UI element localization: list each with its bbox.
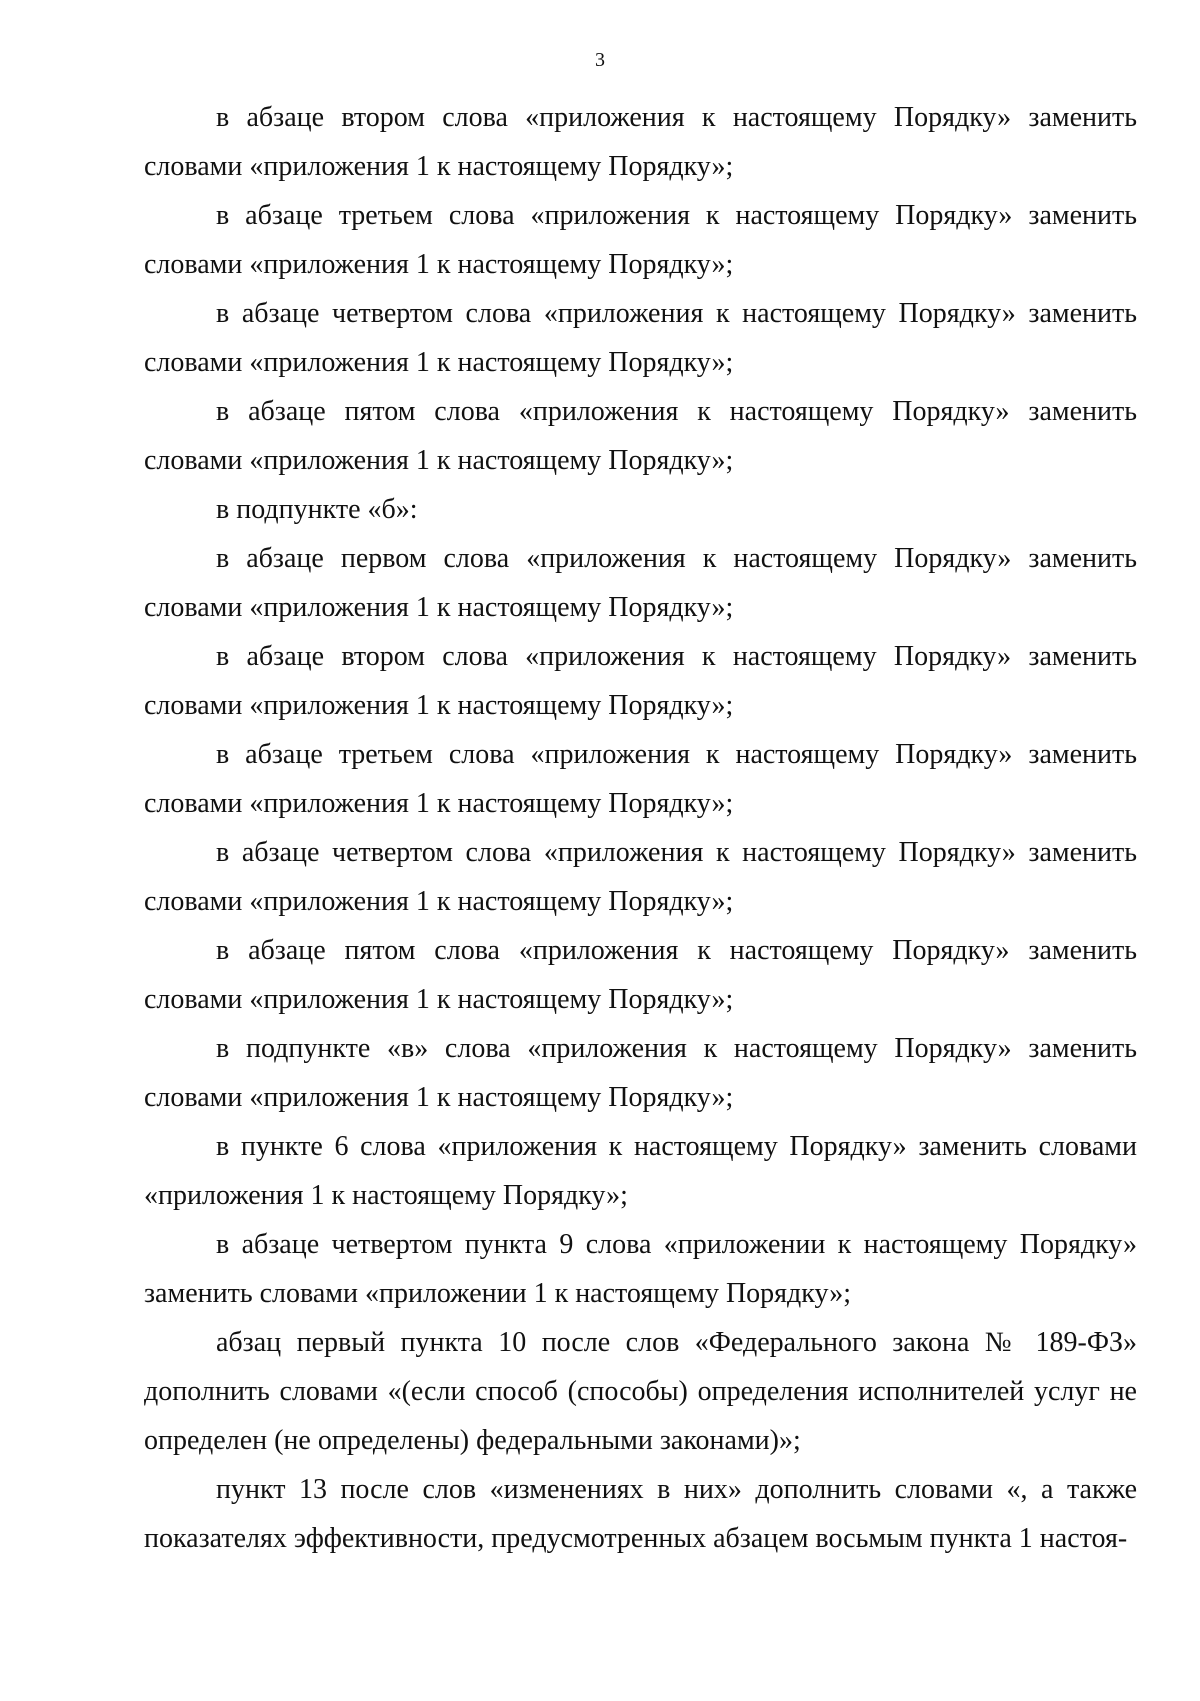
page-number: 3 xyxy=(595,49,605,71)
paragraph: абзац первый пункта 10 после слов «Федерального закона № 189-ФЗ» дополнить словами «(если способ (способы) определения исполнителей услуг не определен (не определены) федеральными законами)»; xyxy=(144,1327,1137,1456)
paragraph: в абзаце первом слова «приложения к настоящему Порядку» заменить словами «приложения 1 к настоящему Порядку»; xyxy=(144,543,1137,623)
paragraph: в абзаце четвертом пункта 9 слова «приложении к настоящему Порядку» заменить словами «приложении 1 к настоящему Порядку»; xyxy=(144,1229,1137,1309)
paragraph: в пункте 6 слова «приложения к настоящему Порядку» заменить словами «приложения 1 к настоящему Порядку»; xyxy=(144,1131,1137,1211)
paragraph: в абзаце пятом слова «приложения к настоящему Порядку» заменить словами «приложения 1 к настоящему Порядку»; xyxy=(144,935,1137,1015)
paragraph: в абзаце третьем слова «приложения к настоящему Порядку» заменить словами «приложения 1 к настоящему Порядку»; xyxy=(144,200,1137,280)
paragraph: в абзаце четвертом слова «приложения к настоящему Порядку» заменить словами «приложения 1 к настоящему Порядку»; xyxy=(144,298,1137,378)
paragraph: в абзаце втором слова «приложения к настоящему Порядку» заменить словами «приложения 1 к настоящему Порядку»; xyxy=(144,102,1137,182)
paragraph: в абзаце четвертом слова «приложения к настоящему Порядку» заменить словами «приложения 1 к настоящему Порядку»; xyxy=(144,837,1137,917)
document-body xyxy=(144,93,1137,1563)
paragraph: в абзаце пятом слова «приложения к настоящему Порядку» заменить словами «приложения 1 к настоящему Порядку»; xyxy=(144,396,1137,476)
paragraph: в подпункте «в» слова «приложения к настоящему Порядку» заменить словами «приложения 1 к настоящему Порядку»; xyxy=(144,1033,1137,1113)
paragraph: в подпункте «б»: xyxy=(216,494,418,525)
paragraph: пункт 13 после слов «изменениях в них» дополнить словами «, а также показателях эффективности, предусмотренных абзацем восьмым пункта 1 настоя- xyxy=(144,1474,1137,1554)
paragraph: в абзаце третьем слова «приложения к настоящему Порядку» заменить словами «приложения 1 к настоящему Порядку»; xyxy=(144,739,1137,819)
paragraph: в абзаце втором слова «приложения к настоящему Порядку» заменить словами «приложения 1 к настоящему Порядку»; xyxy=(144,641,1137,721)
